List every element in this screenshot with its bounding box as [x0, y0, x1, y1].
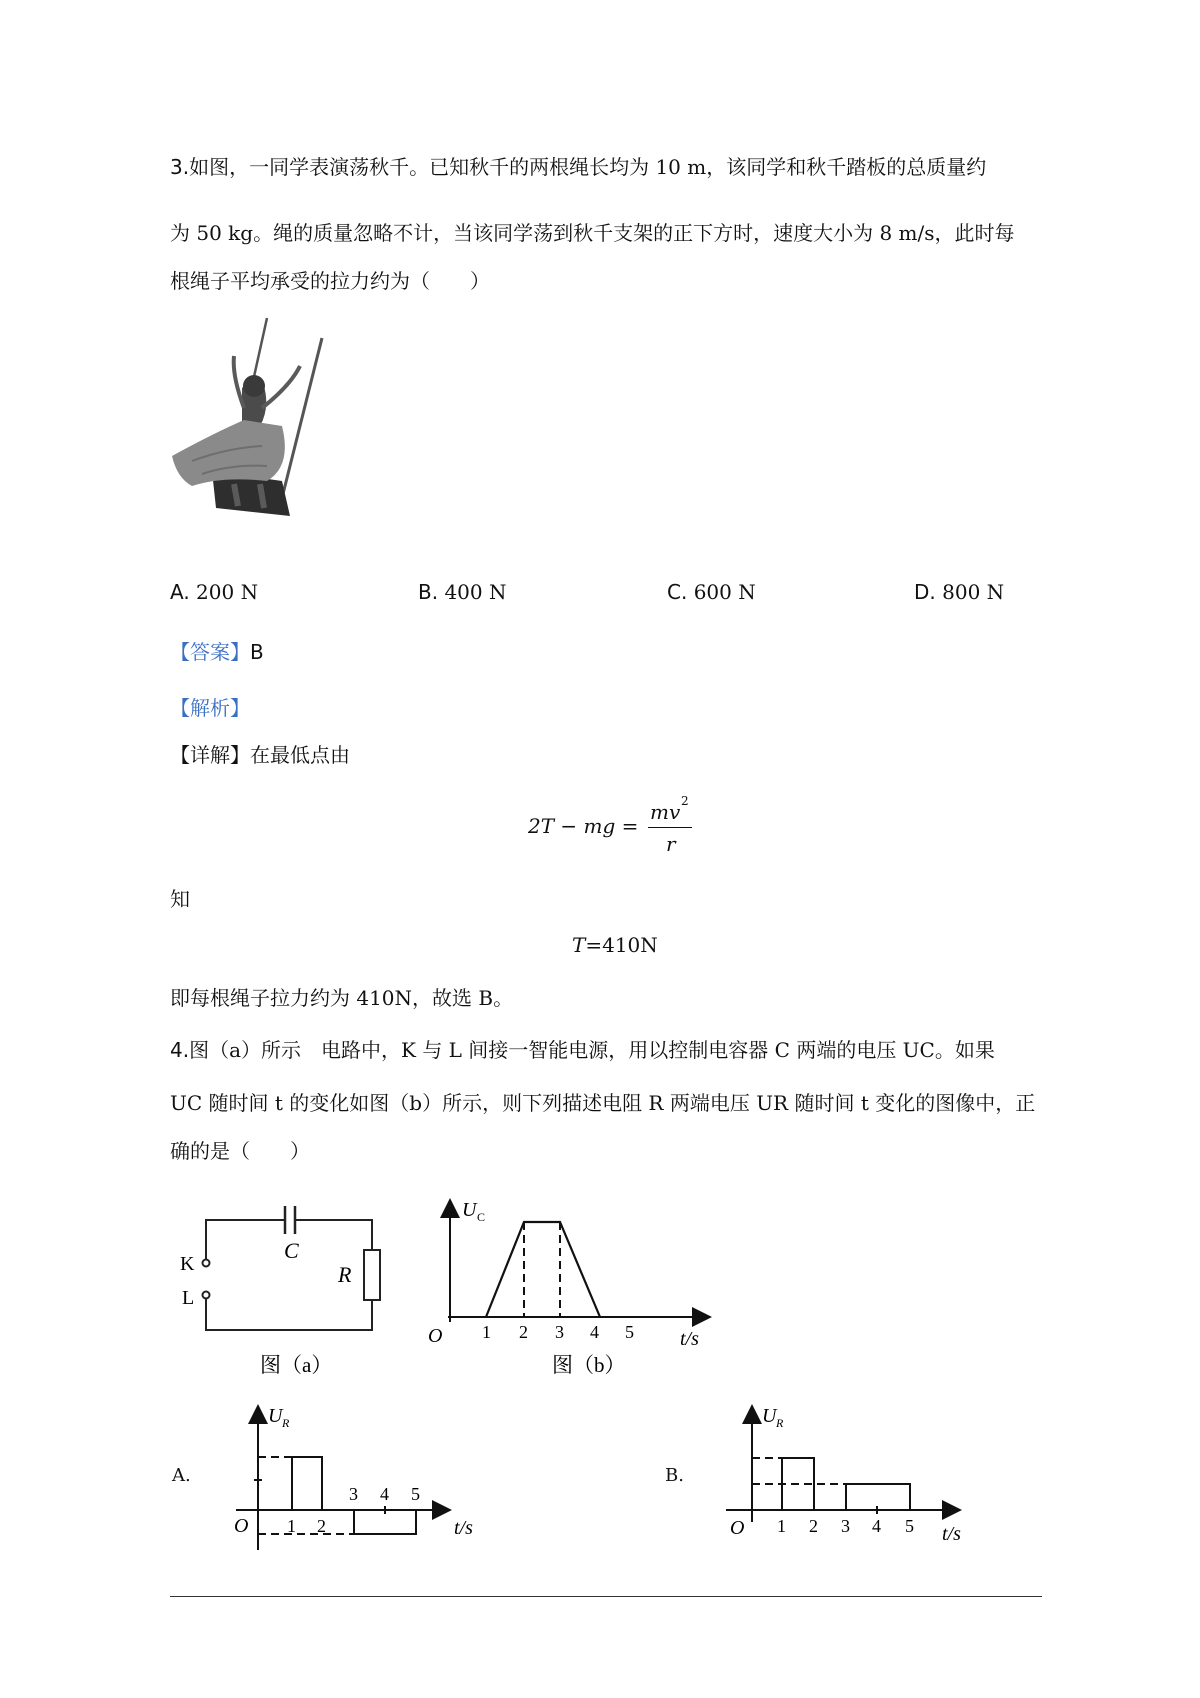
graph-b-origin: O: [428, 1325, 443, 1347]
q3-option-c-text: 600 N: [693, 580, 756, 604]
q4-b-tick-3: 3: [841, 1516, 850, 1536]
q4-a-tick-5: 5: [411, 1484, 420, 1504]
page-bottom-rule: [170, 1596, 1042, 1597]
circuit-diagram-a: [172, 1200, 412, 1385]
q4-a-xlabel: t/s: [454, 1517, 473, 1539]
analysis-tag: 【解析】: [170, 696, 250, 720]
graph-b-tick-1: 1: [482, 1322, 491, 1342]
q3-answer-line: [170, 637, 264, 667]
q3-option-a-label: A.: [170, 580, 190, 604]
q3-option-d-label: D.: [914, 580, 936, 604]
q4-b-tick-2: 2: [809, 1516, 818, 1536]
eq1-num: mv: [650, 800, 681, 824]
detail-tag: 【详解】: [170, 743, 250, 767]
q4-line1: 4.图（a）所示 电路中，K 与 L 间接一智能电源，用以控制电容器 C 两端的电压 UC。如果: [170, 1038, 995, 1062]
eq1-den: r: [666, 832, 676, 856]
q4-a-ysub: R: [282, 1416, 290, 1430]
q4-b-tick-4: 4: [872, 1516, 881, 1536]
graph-b-tick-3: 3: [555, 1322, 564, 1342]
equation-2: T=410N: [572, 933, 658, 957]
graph-b-tick-5: 5: [625, 1322, 634, 1342]
q3-line2: 为 50 kg。绳的质量忽略不计，当该同学荡到秋千支架的正下方时，速度大小为 8 m/s，此时每: [170, 221, 1015, 245]
eq1-left: 2T − mg =: [528, 814, 639, 838]
q4-a-tick-4: 4: [380, 1484, 389, 1504]
circuit-k-label: K: [180, 1253, 195, 1275]
q4-option-b-label[interactable]: B.: [665, 1465, 684, 1486]
q4-a-tick-1: 1: [287, 1516, 296, 1536]
q4-b-origin: O: [730, 1517, 745, 1539]
answer-tag: 【答案】: [170, 640, 250, 664]
equation-1: [528, 794, 689, 860]
graph-b-caption: 图（b）: [552, 1353, 626, 1377]
q3-option-d-text: 800 N: [942, 580, 1005, 604]
q4-option-a-graph[interactable]: [228, 1400, 488, 1560]
q3-option-c-label: C.: [667, 580, 688, 604]
q3-option-b-label: B.: [418, 580, 439, 604]
graph-b-tick-2: 2: [519, 1322, 528, 1342]
q4-b-ylabel: U: [762, 1405, 777, 1427]
circuit-c-label: C: [284, 1238, 299, 1263]
q3-option-c[interactable]: [667, 580, 756, 604]
q4-option-a-label[interactable]: A.: [172, 1465, 191, 1486]
circuit-caption: 图（a）: [260, 1353, 333, 1377]
graph-b-ylabel: U: [462, 1199, 477, 1221]
q3-option-d[interactable]: [914, 580, 1004, 604]
q3-option-b[interactable]: [418, 580, 506, 604]
graph-b-xlabel: t/s: [680, 1328, 699, 1350]
eq1-fraction-bar: [648, 827, 692, 828]
answer-value: B: [250, 640, 264, 664]
zhi-text: 知: [170, 887, 190, 911]
q3-option-a[interactable]: [170, 580, 258, 604]
q4-a-ylabel: U: [268, 1405, 283, 1427]
q4-line3: 确的是（ ）: [170, 1139, 310, 1163]
detail-line: [170, 740, 350, 770]
eq1-exp: 2: [681, 794, 689, 808]
q4-b-ysub: R: [776, 1416, 784, 1430]
graph-b-tick-4: 4: [590, 1322, 599, 1342]
circuit-r-label: R: [338, 1262, 352, 1287]
q4-option-b-graph[interactable]: [720, 1400, 980, 1550]
q3-line3: 根绳子平均承受的拉力约为（ ）: [170, 269, 490, 293]
q3-line1: 3.如图，一同学表演荡秋千。已知秋千的两根绳长均为 10 m，该同学和秋千踏板的总质量约: [170, 155, 987, 179]
circuit-l-label: L: [182, 1287, 195, 1309]
graph-b-ysub: C: [477, 1210, 486, 1224]
q3-option-b-text: 400 N: [444, 580, 507, 604]
q4-b-tick-5: 5: [905, 1516, 914, 1536]
q3-option-a-text: 200 N: [196, 580, 259, 604]
q4-a-origin: O: [234, 1515, 249, 1537]
q3-conclusion: 即每根绳子拉力约为 410N，故选 B。: [170, 986, 514, 1010]
detail-text: 在最低点由: [250, 743, 350, 767]
q4-b-xlabel: t/s: [942, 1523, 961, 1545]
q4-a-tick-3: 3: [349, 1484, 358, 1504]
swing-illustration: [172, 316, 352, 531]
q4-b-tick-1: 1: [777, 1516, 786, 1536]
q3-number: 3.: [170, 155, 190, 179]
q4-line2: UC 随时间 t 的变化如图（b）所示，则下列描述电阻 R 两端电压 UR 随时间 t 变化的图像中，正: [170, 1091, 1036, 1115]
graph-b: [420, 1192, 720, 1392]
q4-a-tick-2: 2: [317, 1516, 326, 1536]
q4-number: 4.: [170, 1038, 190, 1062]
